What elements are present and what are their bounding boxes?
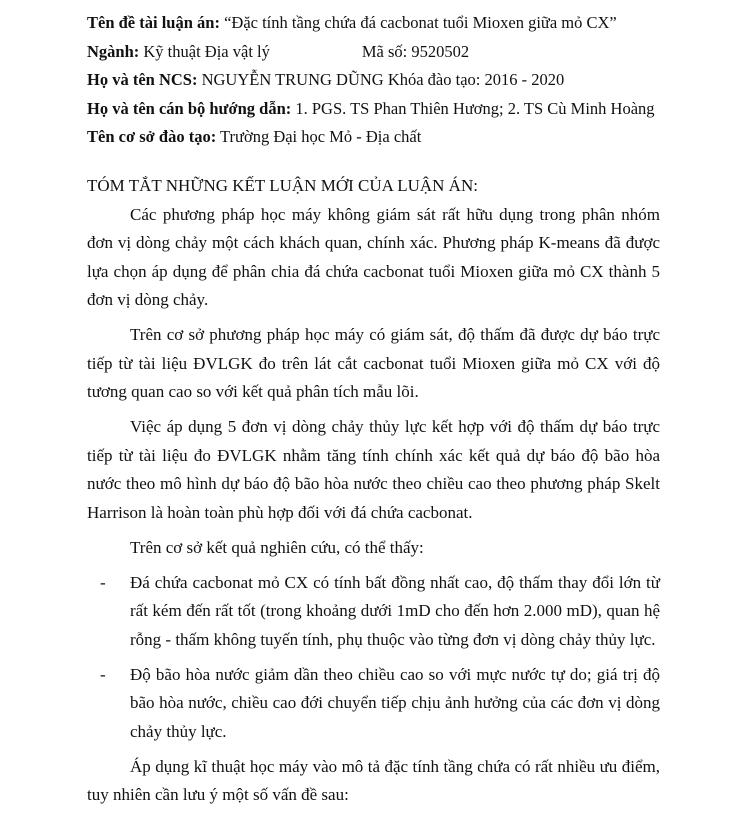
bullet-item — [87, 569, 660, 655]
summary-paragraph: Các phương pháp học máy không giám sát rất hữu dụng trong phân nhóm đơn vị dòng chảy một cách khách quan, chính xác. Phương pháp K-means đã được lựa chọn áp dụng để phân chia đá chứa cacbonat tuổi Mioxen giữa mỏ CX thành 5 đơn vị dòng chảy. — [87, 204, 660, 309]
bullet-item — [87, 661, 660, 747]
bullet-text: Đá chứa cacbonat mỏ CX có tính bất đồng nhất cao, độ thấm thay đổi lớn từ rất kém đến rất tốt (trong khoảng dưới 1mD cho đến hơn 2.000 mD), quan hệ rỗng - thấm không tuyến tính, phụ thuộc vào từng đơn vị dòng chảy thủy lực. — [130, 572, 660, 649]
summary-paragraph: Việc áp dụng 5 đơn vị dòng chảy thủy lực kết hợp với độ thấm dự báo trực tiếp từ tài liệu đo ĐVLGK nhằm tăng tính chính xác kết quả dự báo độ bão hòa nước theo mô hình dự báo độ bão hòa nước theo chiều cao theo phương pháp Skelt Harrison là hoàn toàn phù hợp đối với đá chứa cacbonat. — [87, 417, 660, 522]
summary-paragraph: Trên cơ sở phương pháp học máy có giám sát, độ thấm đã được dự báo trực tiếp từ tài liệu ĐVLGK đo trên lát cắt cacbonat tuổi Mioxen giữa mỏ CX với độ tương quan cao so với kết quả phân tích mẫu lõi. — [87, 325, 660, 401]
bullet-marker: - — [100, 664, 106, 684]
major-line — [87, 38, 727, 67]
major-value: Kỹ thuật Địa vật lý — [139, 41, 270, 61]
institution-line — [87, 123, 727, 152]
advisor-label: Họ và tên cán bộ hướng dẫn: — [87, 98, 292, 118]
closing-paragraph: Áp dụng kĩ thuật học máy vào mô tả đặc tính tầng chứa có rất nhiều ưu điểm, tuy nhiên cần lưu ý một số vấn đề sau: — [87, 756, 660, 804]
bullet-marker: - — [100, 572, 106, 592]
thesis-info-header — [87, 9, 727, 152]
bullet-text: Độ bão hòa nước giảm dần theo chiều cao so với mực nước tự do; giá trị độ bão hòa nước, chiều cao đới chuyển tiếp chịu ảnh hưởng của các đơn vị dòng chảy thủy lực. — [130, 664, 660, 741]
major-code: Mã số: 9520502 — [361, 41, 470, 61]
summary-heading: TÓM TẮT NHỮNG KẾT LUẬN MỚI CỦA LUẬN ÁN: — [87, 176, 478, 195]
major-label: Ngành: — [87, 41, 140, 61]
ncs-label: Họ và tên NCS: — [87, 70, 198, 89]
institution-value: Trường Đại học Mỏ - Địa chất — [216, 127, 422, 146]
thesis-title-label: Tên đề tài luận án: — [87, 13, 220, 32]
ncs-value: NGUYỄN TRUNG DŨNG Khóa đào tạo: 2016 - 2020 — [197, 70, 565, 89]
summary-paragraph: Trên cơ sở kết quả nghiên cứu, có thể thấy: — [130, 537, 424, 557]
thesis-title-line — [87, 9, 727, 38]
summary-section — [87, 172, 660, 810]
ncs-line — [87, 66, 727, 95]
thesis-title-value: “Đặc tính tầng chứa đá cacbonat tuổi Mioxen giữa mỏ CX” — [219, 13, 617, 32]
advisor-value: 1. PGS. TS Phan Thiên Hương; 2. TS Cù Minh Hoàng — [291, 98, 655, 118]
institution-label: Tên cơ sở đào tạo: — [87, 127, 217, 146]
advisor-line — [87, 95, 727, 124]
